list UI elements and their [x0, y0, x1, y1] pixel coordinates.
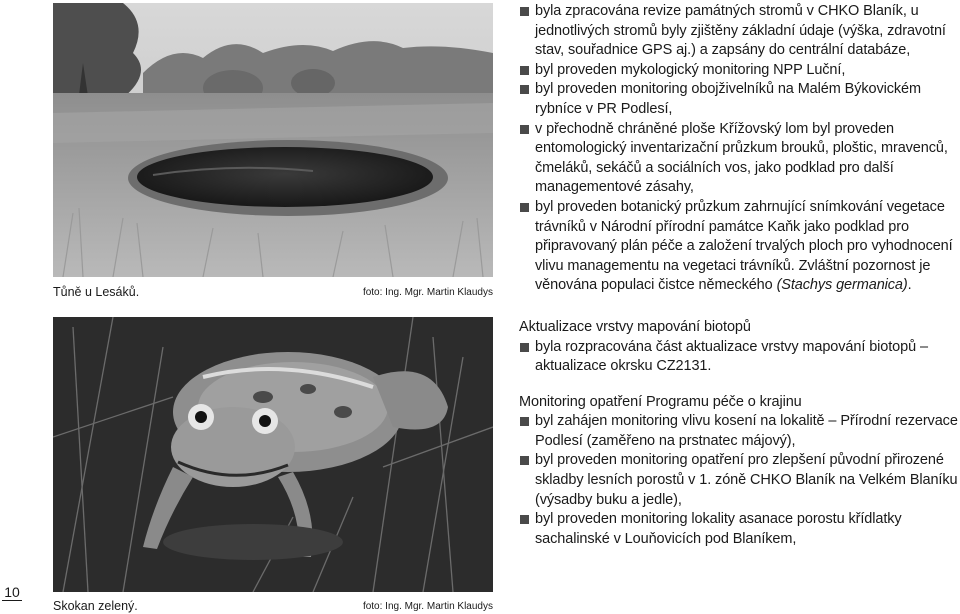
list-item: [519, 451, 959, 510]
list-item: [519, 412, 959, 451]
frog-photo-credit: foto: Ing. Mgr. Martin Klaudys: [362, 601, 493, 612]
text-column: [519, 2, 959, 549]
list-item: [519, 198, 959, 296]
section-gap: [519, 296, 959, 318]
list-item-text: v přechodně chráněné ploše Křížovský lom byl proveden entomologický inventarizační průzkum brouků, ploštic, mravenců, čmeláků, sekáčů a sociálních vos, jako podklad pro další managementové zásahy,: [535, 120, 948, 196]
pond-photo: [53, 3, 493, 277]
frog-photo-caption: [53, 599, 493, 613]
list-item-text: byla rozpracována část aktualizace vrstvy mapování biotopů – aktualizace okrsku CZ2131.: [535, 338, 928, 375]
landscape-care-list: [519, 412, 959, 549]
bullet-square-icon: [520, 125, 529, 134]
list-item-end: .: [907, 277, 912, 294]
species-name-italic: (Stachys germanica): [776, 277, 908, 294]
pond-photo-drawing: [53, 3, 493, 277]
list-item-text: byl zahájen monitoring vlivu kosení na lokalitě – Přírodní rezervace Podlesí (zaměřeno na prstnatec májový),: [535, 413, 958, 449]
list-item: [519, 510, 959, 549]
bullet-square-icon: [520, 456, 529, 465]
list-item-text: byl proveden monitoring obojživelníků na Malém Býkovickém rybníce v PR Podlesí,: [535, 81, 921, 117]
list-item-text: byl proveden monitoring lokality asanace porostu křídlatky sachalinské v Louňovicích pod Blaníkem,: [535, 511, 902, 547]
frog-caption-text: Skokan zelený.: [53, 599, 138, 613]
section-title-biotopes: Aktualizace vrstvy mapování biotopů: [519, 318, 751, 335]
list-item-text: byla zpracována revize památných stromů v CHKO Blaník, u jednotlivých stromů byly zjištěny základní údaje (výška, zdravotní stav, souřadnice GPS aj.) a zapsány do centrální databáze,: [535, 3, 946, 59]
list-item-text: byl proveden mykologický monitoring NPP Luční,: [535, 61, 846, 78]
pond-photo-caption: [53, 285, 493, 299]
list-item-text: byl proveden monitoring opatření pro zlepšení původní přirozené skladby lesních porostů v 1. zóně CHKO Blaník na Velkém Blaníku (výsadby buku a jedle),: [535, 452, 958, 508]
bullet-square-icon: [520, 66, 529, 75]
frog-photo-drawing: [53, 317, 493, 592]
section-gap: [519, 377, 959, 393]
bullet-square-icon: [520, 343, 529, 352]
page-number-underline: [2, 600, 22, 601]
pond-photo-credit: foto: Ing. Mgr. Martin Klaudys: [362, 287, 493, 298]
list-item-text: byl proveden botanický průzkum zahrnující snímkování vegetace trávníků v Národní přírodní památce Kaňk jako podklad pro připravovaný plán péče a založení trvalých ploch pro vyhodnocení vlivu managementu na vegetaci trávníků. Zvláštní pozornost je věnována populaci čistce německého: [535, 198, 953, 294]
biotope-list: [519, 338, 959, 377]
section-title-landscape-care: Monitoring opatření Programu péče o krajinu: [519, 393, 802, 410]
list-item: [519, 61, 959, 81]
bullet-square-icon: [520, 417, 529, 426]
page-number: 10: [4, 584, 20, 600]
list-item: [519, 120, 959, 198]
list-item: [519, 338, 959, 377]
frog-photo: [53, 317, 493, 592]
list-item: [519, 2, 959, 61]
list-item: [519, 80, 959, 119]
bullet-square-icon: [520, 85, 529, 94]
bullet-square-icon: [520, 515, 529, 524]
bullet-square-icon: [520, 203, 529, 212]
monitoring-list: [519, 2, 959, 296]
pond-caption-text: Tůně u Lesáků.: [53, 285, 140, 299]
bullet-square-icon: [520, 7, 529, 16]
